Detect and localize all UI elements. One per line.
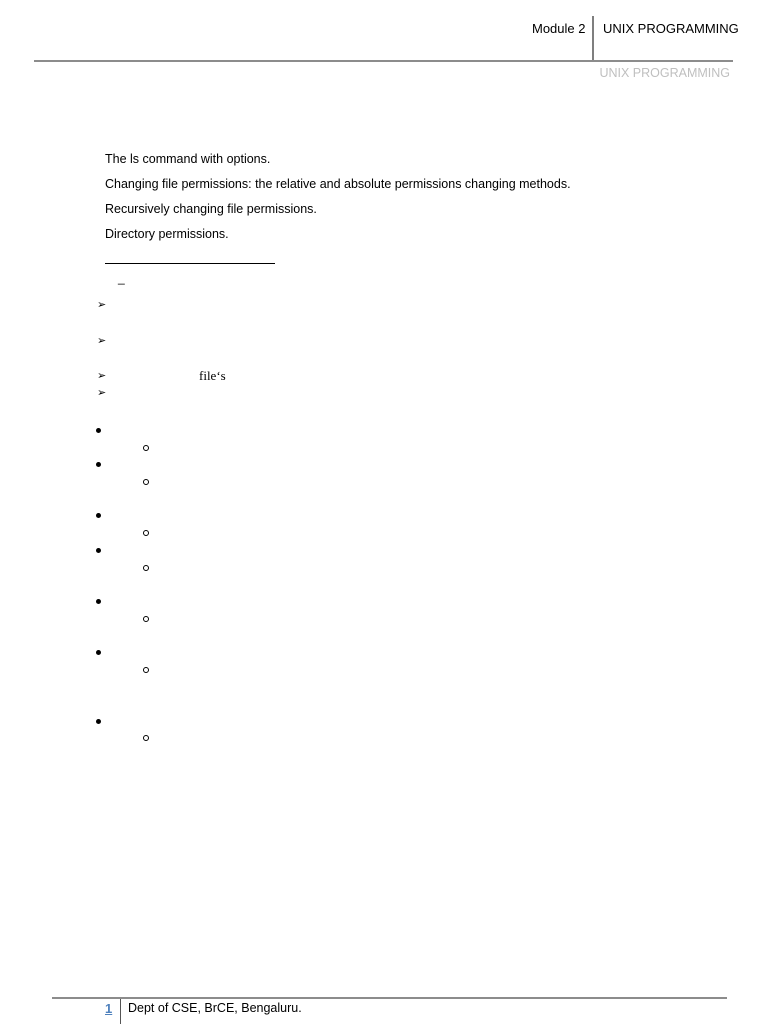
underline-rule	[105, 263, 275, 264]
topic-line: Changing file permissions: the relative and absolute permissions changing methods.	[105, 177, 571, 191]
files-word: file‘s	[199, 368, 226, 383]
sub-bullet-circle-icon	[143, 616, 149, 622]
sub-bullet-circle-icon	[143, 530, 149, 536]
sub-bullet-circle-icon	[143, 735, 149, 741]
bullet-dot-icon	[96, 548, 101, 553]
sub-bullet-circle-icon	[143, 667, 149, 673]
bullet-dot-icon	[96, 599, 101, 604]
arrow-bullet-icon: ➢	[97, 370, 107, 382]
footer-divider	[120, 999, 121, 1024]
bullet-dot-icon	[96, 650, 101, 655]
footer-text: Dept of CSE, BrCE, Bengaluru.	[128, 1001, 302, 1015]
footer-rule	[52, 997, 727, 999]
header-rule	[34, 60, 733, 62]
dash-mark: _	[118, 271, 125, 285]
bullet-dot-icon	[96, 719, 101, 724]
header-divider	[592, 16, 594, 60]
topic-line: The ls command with options.	[105, 152, 271, 166]
arrow-bullet-icon: ➢	[97, 299, 107, 311]
topic-line: Directory permissions.	[105, 227, 229, 241]
header-title: UNIX PROGRAMMING	[603, 21, 739, 36]
sub-bullet-circle-icon	[143, 479, 149, 485]
bullet-dot-icon	[96, 428, 101, 433]
header-watermark: UNIX PROGRAMMING	[599, 66, 730, 80]
topic-line: Recursively changing file permissions.	[105, 202, 317, 216]
arrow-bullet-icon: ➢	[97, 335, 107, 347]
page-number: 1	[105, 1001, 113, 1016]
sub-bullet-circle-icon	[143, 445, 149, 451]
bullet-dot-icon	[96, 513, 101, 518]
arrow-bullet-icon: ➢	[97, 387, 107, 399]
header-module: Module 2	[532, 21, 586, 36]
sub-bullet-circle-icon	[143, 565, 149, 571]
bullet-dot-icon	[96, 462, 101, 467]
